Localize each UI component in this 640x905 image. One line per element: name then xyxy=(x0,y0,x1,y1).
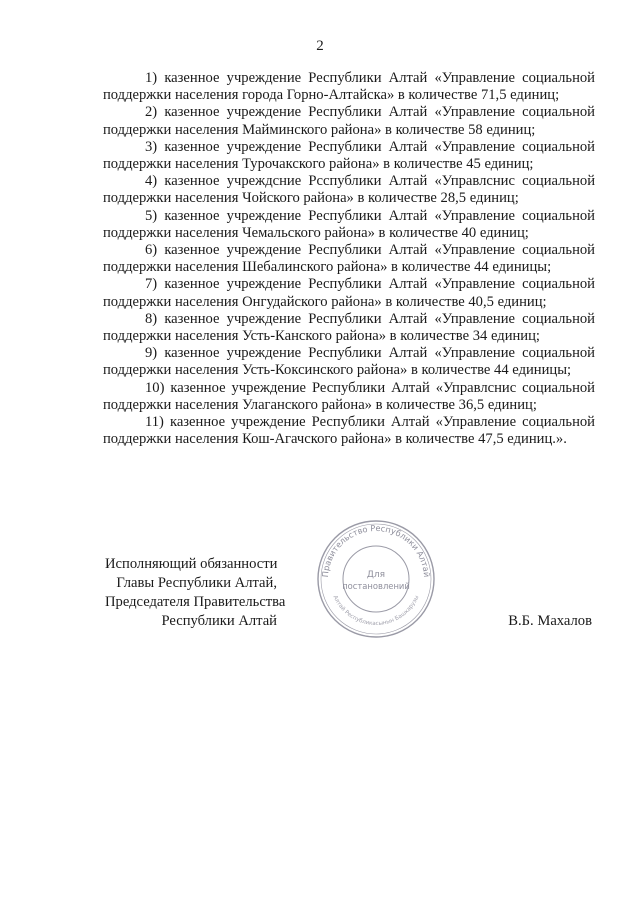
list-item: 9) казенное учреждение Республики Алтай «Управление социальной поддержки населения Усть-Коксинского района» в количестве 44 единицы; xyxy=(103,345,595,379)
seal-inner-text-line1: Для xyxy=(366,570,386,580)
seal-lower-text: Алтай Республикасынын Башкарузы xyxy=(331,594,421,628)
signatory-title-block xyxy=(105,555,286,631)
list-item: 4) казенное учреждсние Рсспублики Алтай «Управлснис социальной поддержки населения Чойского района» в количестве 28,5 единиц; xyxy=(103,173,595,207)
list-item: 2) казенное учреждение Республики Алтай «Управление социальной поддержки населения Майминского района» в количестве 58 единиц; xyxy=(103,104,595,138)
list-item: 7) казенное учреждение Республики Алтай «Управление социальной поддержки населения Онгудайского района» в количестве 40,5 единиц; xyxy=(103,276,595,310)
list-item: 11) казенное учреждение Республики Алтай «Управление социальной поддержки населения Кош-Агачского района» в количестве 47,5 единиц.». xyxy=(103,414,595,448)
official-seal xyxy=(314,517,438,641)
signatory-title-line: Исполняющий обязанности xyxy=(105,556,278,572)
list-item: 3) казенное учреждение Республики Алтай «Управление социальной поддержки населения Турочакского района» в количестве 45 единиц; xyxy=(103,138,595,173)
list-item: 5) казенное учреждение Республики Алтай «Управление социальной поддержки населения Чемальского района» в количестве 40 единиц; xyxy=(103,207,595,241)
list-item: 10) казенное учреждение Республики Алтай «Управлснис социальной поддержки населения Улаганского района» в количестве 36,5 единиц; xyxy=(103,379,595,413)
list-item: 8) казенное учреждение Республики Алтай «Управление социальной поддержки населения Усть-Канского района» в количестве 34 единиц; xyxy=(103,310,595,345)
signatory-title-line: Республики Алтай xyxy=(161,613,277,629)
signatory-title-line: Председателя Правительства xyxy=(105,594,286,610)
list-item: 1) казенное учреждение Республики Алтай «Управление социальной поддержки населения города Горно-Алтайска» в количестве 71,5 единиц; xyxy=(103,70,595,104)
list-item: 6) казенное учреждение Республики Алтай «Управление социальной поддержки населения Шебалинского района» в количестве 44 единицы; xyxy=(103,242,595,276)
seal-outer-text: Правительство Республики Алтай xyxy=(319,522,433,578)
signatory-name: В.Б. Махалов xyxy=(508,613,592,629)
signatory-title-line: Главы Республики Алтай, xyxy=(116,575,277,591)
seal-inner-text-line2: постановлений xyxy=(342,581,410,591)
page-number: 2 xyxy=(316,38,324,54)
resolution-list xyxy=(103,70,595,448)
